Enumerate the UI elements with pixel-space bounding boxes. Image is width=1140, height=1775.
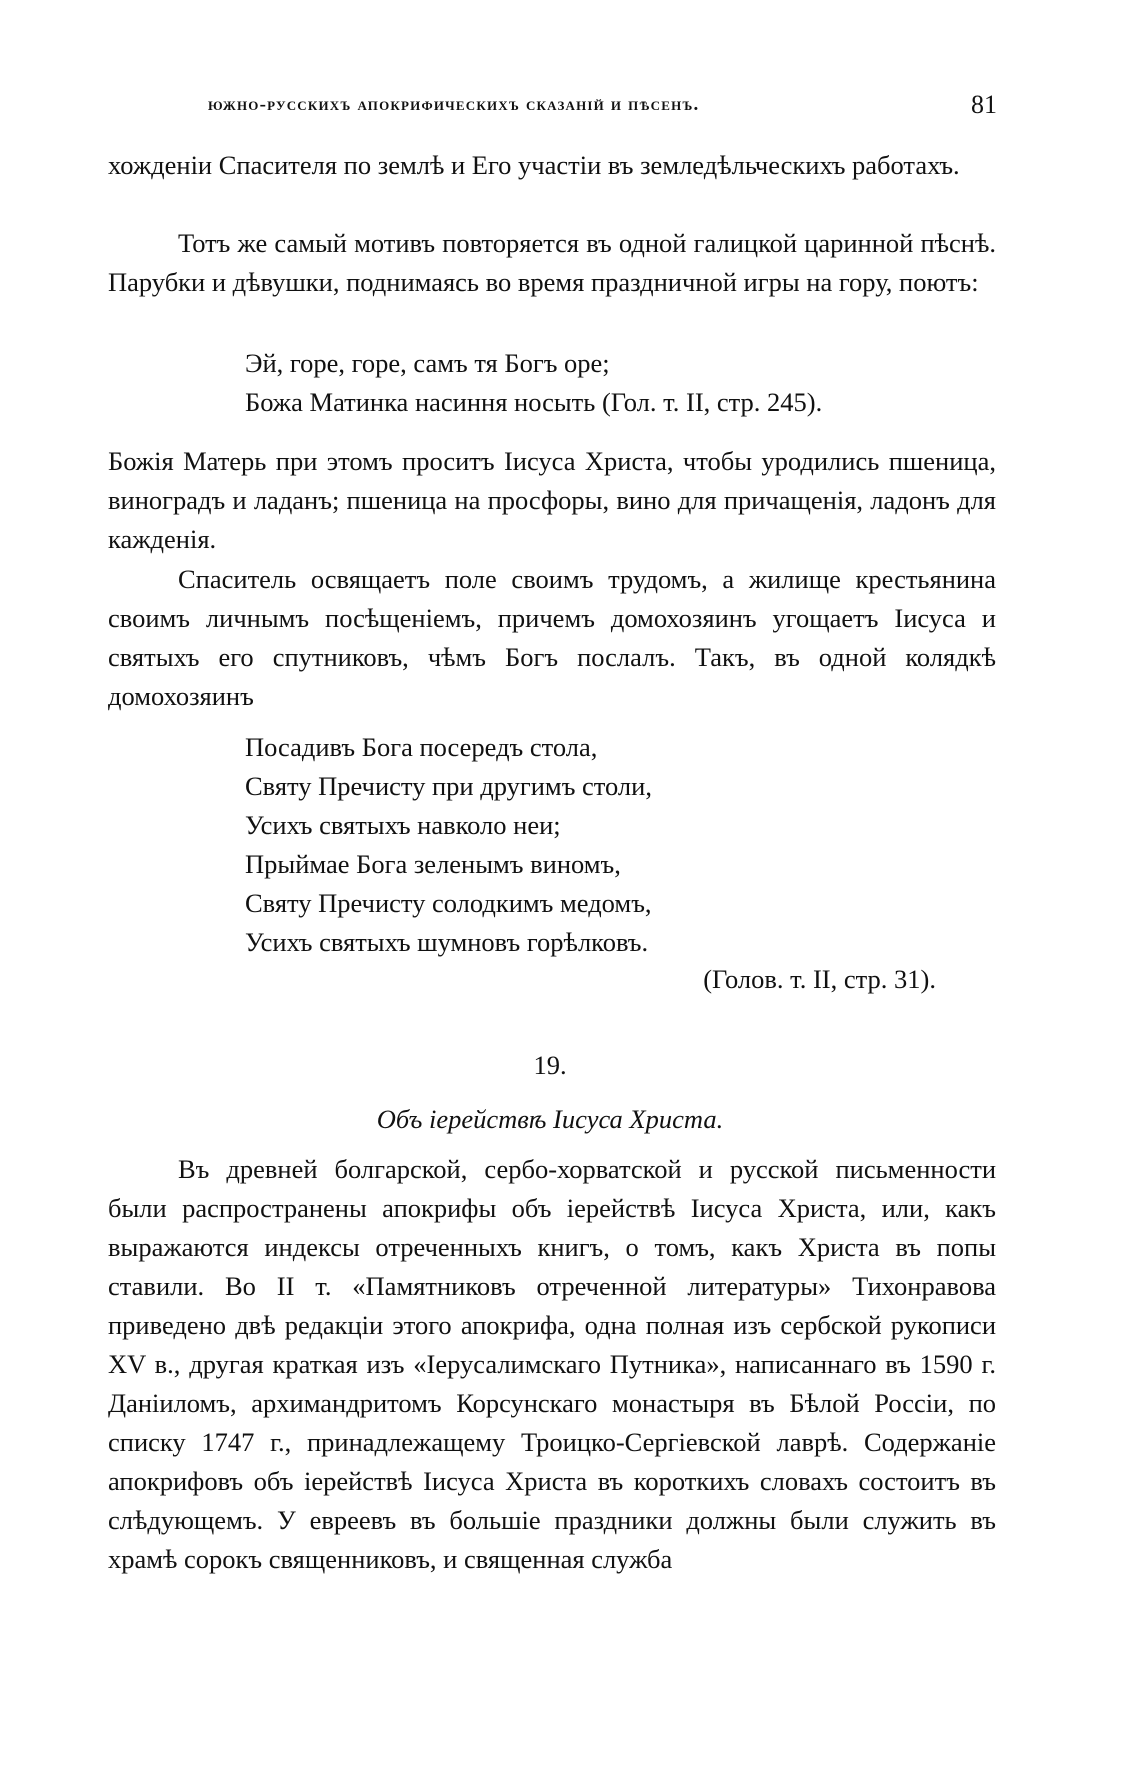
page-number: 81	[971, 90, 997, 119]
verse-line: Святу Пречисту солодкимъ медомъ,	[245, 888, 652, 918]
section-title: Объ іерействѣ Іисуса Христа.	[376, 1104, 724, 1134]
verse-line: Эй, горе, горе, самъ тя Богъ оре;	[245, 348, 610, 378]
paragraph-mother-of-god: Божія Матерь при этомъ проситъ Іисуса Христа, чтобы уродились пшеница, виноградъ и ладанъ; пшеница на просфоры, вино для причащенія, ладонъ для кажденія.	[108, 446, 996, 554]
running-head	[108, 92, 997, 124]
verse-line: Святу Пречисту при другимъ столи,	[245, 771, 652, 801]
verse-line: Усихъ святыхъ навколо неи;	[245, 810, 561, 840]
section-number: 19.	[533, 1050, 567, 1080]
running-title: южно-русскихъ апокрифическихъ сказаній и пѣсенъ.	[208, 94, 700, 115]
paragraph-continuation: хожденіи Спасителя по землѣ и Его участіи въ земледѣльческихъ работахъ.	[108, 150, 960, 180]
verse-line: Усихъ святыхъ шумновъ горѣлковъ.	[245, 927, 649, 957]
verse-citation: (Голов. т. II, стр. 31).	[703, 964, 936, 994]
verse-quote-koliadka	[245, 728, 1005, 962]
verse-quote-1	[245, 344, 1005, 422]
verse-line: Прыймае Бога зеленымъ виномъ,	[245, 849, 621, 879]
verse-line: Божа Матинка насиння носыть (Гол. т. II, стр. 245).	[245, 387, 823, 417]
paragraph-tsarinnaya-song: Тотъ же самый мотивъ повторяется въ одной галицкой царинной пѣснѣ. Парубки и дѣвушки, поднимаясь во время праздничной игры на гору, поютъ:	[108, 228, 996, 297]
paragraph-priesthood-apocrypha: Въ древней болгарской, сербо-хорватской и русской письменности были распространены апокрифы объ іерействѣ Іисуса Христа, или, какъ выражаются индексы отреченныхъ книгъ, о томъ, какъ Христа въ попы ставили. Во II т. «Памятниковъ отреченной литературы» Тихонравова приведено двѣ редакціи этого апокрифа, одна полная изъ сербской рукописи XV в., другая краткая изъ «Іерусалимскаго Путника», написаннаго въ 1590 г. Даніиломъ, архимандритомъ Корсунскаго монастыря въ Бѣлой Россіи, по списку 1747 г., принадлежащему Троицко-Сергіевской лаврѣ. Содержаніе апокрифовъ объ іерействѣ Іисуса Христа въ короткихъ словахъ состоитъ въ слѣдующемъ. У евреевъ въ большіе праздники должны были служить въ храмѣ сорокъ священниковъ, и священная служба	[108, 1154, 996, 1574]
paragraph-savior-blesses: Спаситель освящаетъ поле своимъ трудомъ, а жилище крестьянина своимъ личнымъ посѣщеніемъ, причемъ домохозяинъ угощаетъ Іисуса и святыхъ его спутниковъ, чѣмъ Богъ послалъ. Такъ, въ одной колядкѣ домохозяинъ	[108, 564, 996, 711]
verse-line: Посадивъ Бога посередъ стола,	[245, 732, 598, 762]
